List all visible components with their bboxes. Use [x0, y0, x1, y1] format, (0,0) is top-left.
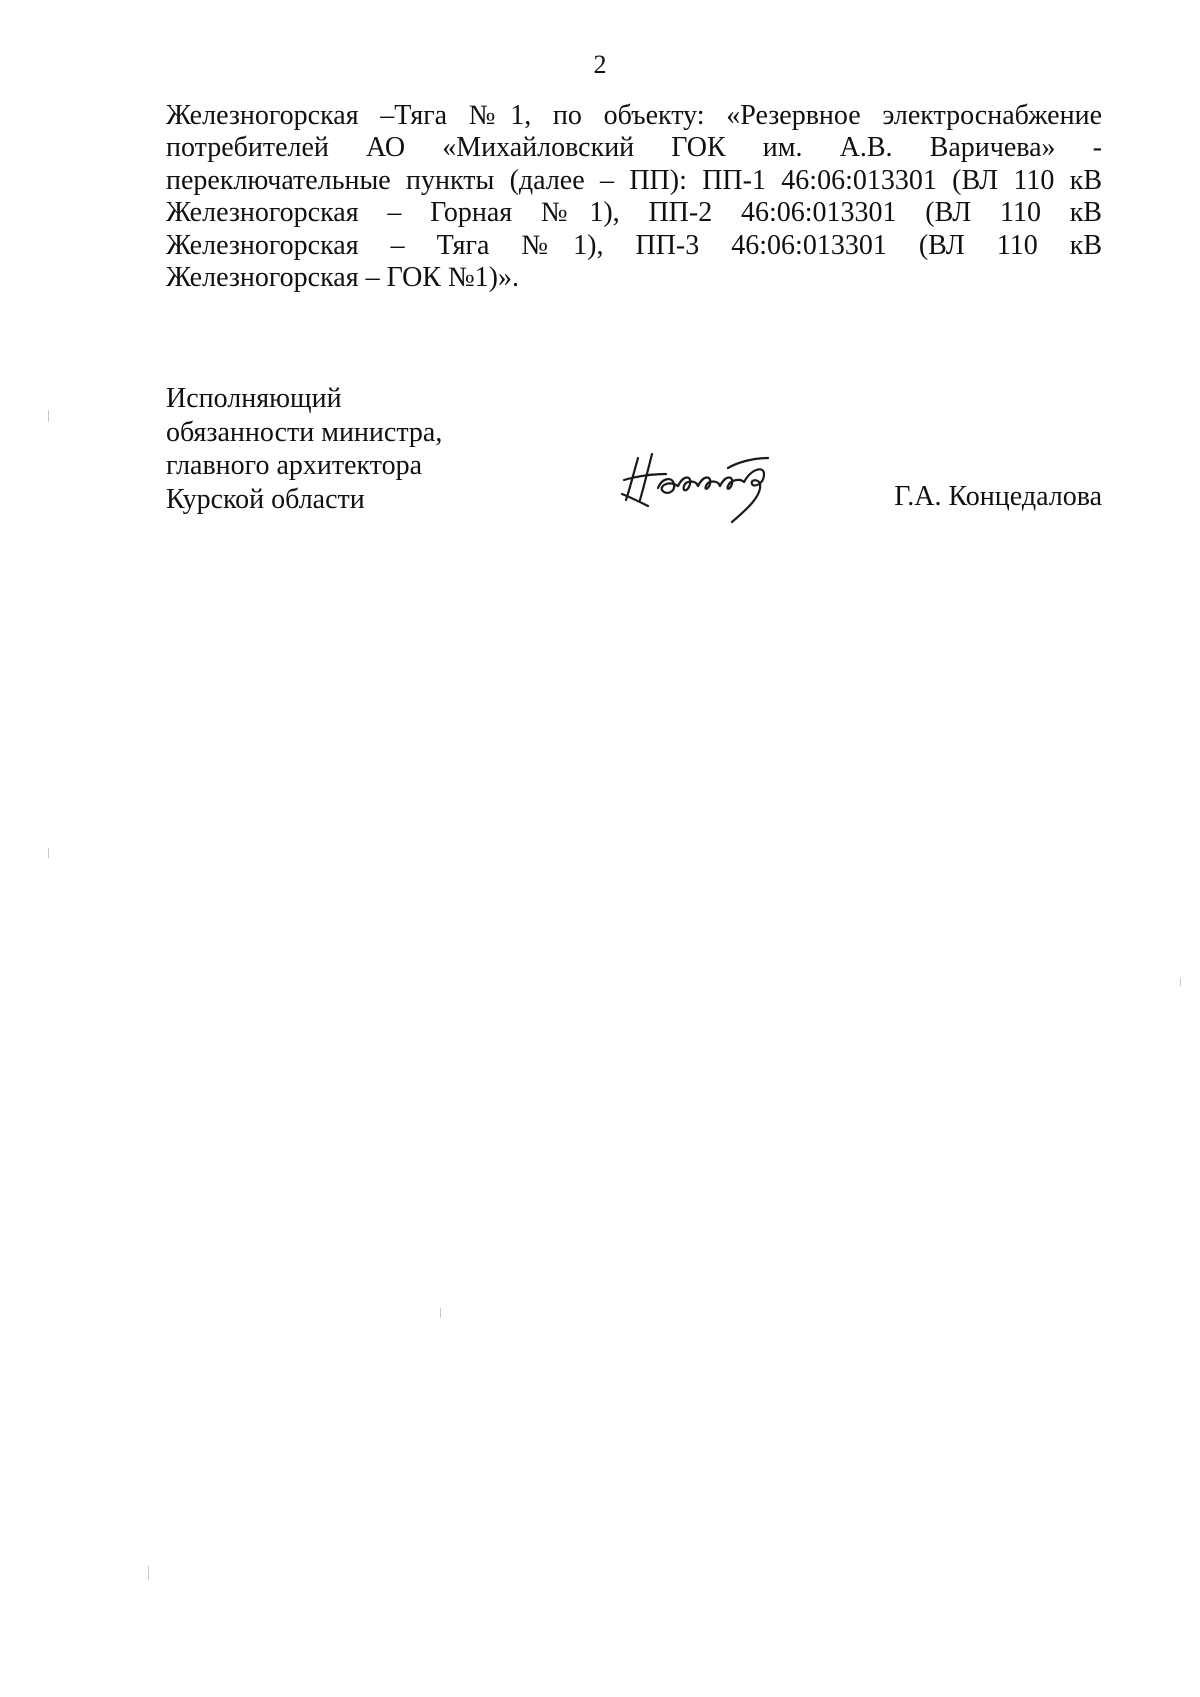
signatory-position [166, 382, 442, 516]
signatory-name: Г.А. Концедалова [894, 481, 1102, 512]
body-line: Железногорская – Горная №1), ПП-2 46:06:013301 (ВЛ 110 кВ [166, 197, 1102, 229]
body-line: переключательные пункты (далее – ПП): ПП-1 46:06:013301 (ВЛ 110 кВ [166, 164, 1102, 196]
handwritten-signature-icon [618, 444, 788, 524]
scan-mark [440, 1308, 441, 1318]
position-line: Исполняющий [166, 383, 342, 414]
scan-mark [148, 1566, 149, 1580]
position-line: Курской области [166, 483, 365, 515]
scan-mark [48, 848, 49, 858]
body-line: потребителей АО «Михайловский ГОК им. А.В. Варичева» - [166, 132, 1102, 164]
scan-mark [1180, 978, 1181, 986]
body-line: Железногорская –Тяга №1, по объекту: «Резервное электроснабжение [166, 100, 1102, 131]
body-line: Железногорская – Тяга №1), ПП-3 46:06:013301 (ВЛ 110 кВ [166, 229, 1102, 261]
scan-mark [48, 410, 49, 422]
body-line: Железногорская – ГОК №1)». [166, 261, 520, 293]
body-paragraph [166, 100, 1102, 294]
page-number: 2 [593, 50, 607, 79]
position-line: главного архитектора [166, 450, 423, 481]
position-line: обязанности министра, [166, 416, 443, 448]
